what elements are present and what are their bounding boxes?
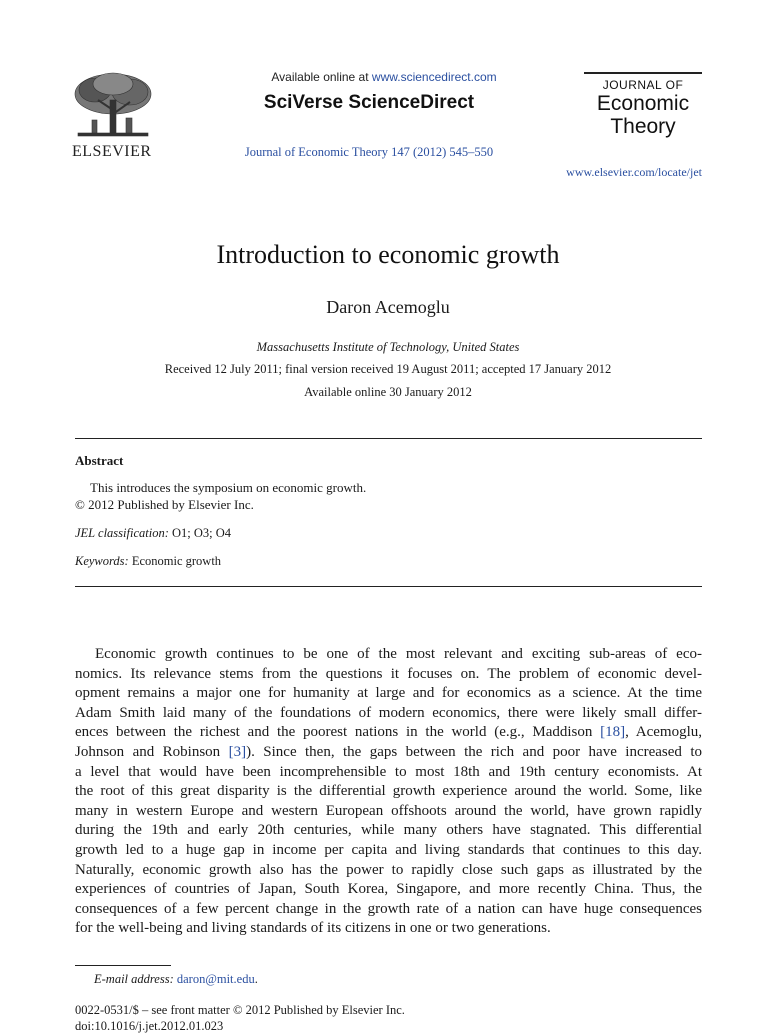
author-affiliation: Massachusetts Institute of Technology, United States — [256, 340, 520, 354]
abstract-copyright: © 2012 Published by Elsevier Inc. — [75, 497, 254, 512]
sciencedirect-link[interactable]: www.sciencedirect.com — [371, 70, 497, 84]
body-line: the root of this great disparity is the differential growth experience around the world. Some, like — [75, 783, 702, 800]
journal-logo-line3: Theory — [610, 115, 676, 138]
journal-logo-line2: Economic — [596, 92, 690, 115]
article-author: Daron Acemoglu — [326, 297, 450, 317]
citation-link-3[interactable]: [3] — [228, 743, 247, 760]
body-line: growth led to a huge gap in income per capita and living standards that continues to this day. — [75, 841, 702, 858]
jel-classification — [75, 526, 231, 541]
article-dates: Received 12 July 2011; final version received 19 August 2011; accepted 17 January 2012 — [164, 362, 612, 376]
footnote-rule — [75, 965, 171, 966]
journal-logo — [584, 72, 702, 138]
platform-name: SciVerse ScienceDirect — [263, 92, 475, 113]
body-text: ences between the richest and the poorest nations in the world (e.g., Maddison — [75, 724, 601, 741]
footnote-email — [94, 972, 258, 987]
journal-logo-line1: JOURNAL OF — [602, 78, 684, 92]
body-line: for the well-being and living standards of its citizens in one or two generations. — [75, 920, 551, 937]
body-line: opment remains a major one for humanity at large and for economics as a science. At the time — [75, 685, 702, 702]
keywords — [75, 554, 221, 569]
body-line — [75, 723, 702, 743]
abstract-text: This introduces the symposium on economic growth. — [90, 480, 367, 495]
body-line: Adam Smith laid many of the foundations of modern economics, there were likely small differ- — [75, 704, 702, 721]
available-online-prefix: Available online at — [271, 70, 372, 84]
body-line — [75, 743, 702, 763]
citation-link-18[interactable]: [18] — [600, 724, 626, 741]
abstract-top-rule — [75, 438, 702, 439]
body-line: a level that would have been incomprehensible to most 18th and 19th century economists. At — [75, 763, 702, 780]
jel-label: JEL classification: — [75, 526, 169, 540]
body-line: nomics. Its relevance stems from the questions it focuses on. The problem of economic devel- — [75, 665, 702, 682]
keywords-label: Keywords: — [75, 554, 129, 568]
body-line: experiences of countries of Japan, South Korea, Singapore, and more recently China. Thus, the — [75, 881, 702, 898]
issn-line: 0022-0531/$ – see front matter © 2012 Published by Elsevier Inc. — [75, 1003, 405, 1017]
article-title: Introduction to economic growth — [216, 240, 560, 269]
body-line: many in western Europe and western European offshoots around the world, have grown rapidly — [75, 802, 702, 819]
journal-reference-link[interactable]: Journal of Economic Theory 147 (2012) 545–550 — [244, 145, 494, 159]
body-line: consequences of a few percent change in the growth rate of a nation can have huge consequences — [75, 900, 702, 917]
email-link[interactable]: daron@mit.edu — [176, 972, 255, 986]
body-line: Naturally, economic growth also has the power to rapidly close such gaps as illustrated by the — [75, 861, 702, 878]
body-paragraph — [75, 645, 702, 939]
email-label: E-mail address: — [94, 972, 174, 986]
abstract-heading: Abstract — [75, 453, 124, 468]
keywords-value: Economic growth — [131, 554, 222, 568]
publisher-name: ELSEVIER — [72, 143, 152, 160]
journal-logo-rule — [584, 72, 702, 74]
jel-value: O1; O3; O4 — [172, 526, 232, 540]
journal-url-link[interactable]: www.elsevier.com/locate/jet — [566, 165, 702, 179]
abstract-bottom-rule — [75, 586, 702, 587]
body-text: , Acemoglu, — [625, 724, 703, 741]
journal-logo-title — [584, 92, 702, 138]
body-text: ). Since then, the gaps between the rich and poor have increased to — [246, 743, 702, 760]
body-line: during the 19th and early 20th centuries, while many others have stagnated. This differential — [75, 822, 702, 839]
body-text: Johnson and Robinson — [75, 743, 229, 760]
body-line: Economic growth continues to be one of the most relevant and exciting sub-areas of eco- — [95, 646, 702, 662]
email-suffix: . — [254, 972, 258, 986]
doi-line: doi:10.1016/j.jet.2012.01.023 — [75, 1019, 224, 1033]
available-online-date: Available online 30 January 2012 — [304, 385, 472, 399]
